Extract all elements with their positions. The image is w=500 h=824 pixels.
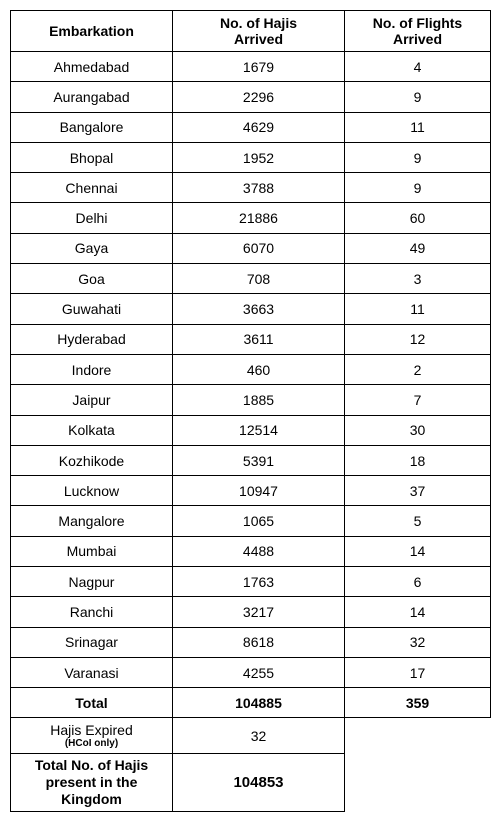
total-row bbox=[11, 688, 491, 718]
expired-note: (HCoI only) bbox=[64, 737, 119, 749]
expired-row bbox=[11, 718, 491, 754]
embarkation-cell: Delhi bbox=[11, 203, 173, 233]
table-row bbox=[11, 52, 491, 82]
header-embarkation: Embarkation bbox=[11, 11, 173, 52]
embarkation-cell: Aurangabad bbox=[11, 82, 173, 112]
hajis-arrival-table bbox=[10, 10, 491, 812]
table-row bbox=[11, 324, 491, 354]
embarkation-cell: Jaipur bbox=[11, 385, 173, 415]
total-hajis: 104885 bbox=[173, 688, 345, 718]
flights-cell: 32 bbox=[345, 627, 491, 657]
table-row bbox=[11, 385, 491, 415]
embarkation-cell: Gaya bbox=[11, 233, 173, 263]
hajis-cell: 1065 bbox=[173, 506, 345, 536]
embarkation-cell: Hyderabad bbox=[11, 324, 173, 354]
embarkation-cell: Goa bbox=[11, 264, 173, 294]
empty-cell bbox=[345, 754, 491, 812]
hajis-cell: 1679 bbox=[173, 52, 345, 82]
hajis-cell: 10947 bbox=[173, 476, 345, 506]
present-label: Total No. of Hajis present in the Kingdom bbox=[11, 754, 173, 812]
embarkation-cell: Ahmedabad bbox=[11, 52, 173, 82]
expired-label: Hajis Expired bbox=[50, 721, 133, 738]
table-row bbox=[11, 627, 491, 657]
hajis-cell: 8618 bbox=[173, 627, 345, 657]
table-row bbox=[11, 173, 491, 203]
hajis-cell: 1952 bbox=[173, 142, 345, 172]
table-row bbox=[11, 506, 491, 536]
table-row bbox=[11, 142, 491, 172]
flights-cell: 14 bbox=[345, 536, 491, 566]
total-label: Total bbox=[11, 688, 173, 718]
expired-value: 32 bbox=[173, 718, 345, 754]
flights-cell: 9 bbox=[345, 142, 491, 172]
embarkation-cell: Ranchi bbox=[11, 597, 173, 627]
table-row bbox=[11, 203, 491, 233]
table-row bbox=[11, 294, 491, 324]
present-row bbox=[11, 754, 491, 812]
total-flights: 359 bbox=[345, 688, 491, 718]
embarkation-cell: Lucknow bbox=[11, 476, 173, 506]
empty-cell bbox=[345, 718, 491, 754]
embarkation-cell: Kolkata bbox=[11, 415, 173, 445]
embarkation-cell: Chennai bbox=[11, 173, 173, 203]
flights-cell: 37 bbox=[345, 476, 491, 506]
flights-cell: 12 bbox=[345, 324, 491, 354]
table-row bbox=[11, 567, 491, 597]
hajis-cell: 6070 bbox=[173, 233, 345, 263]
hajis-cell: 5391 bbox=[173, 445, 345, 475]
embarkation-cell: Mangalore bbox=[11, 506, 173, 536]
table-row bbox=[11, 415, 491, 445]
hajis-cell: 4255 bbox=[173, 657, 345, 687]
flights-cell: 30 bbox=[345, 415, 491, 445]
header-flights-arrived: No. of Flights Arrived bbox=[345, 11, 491, 52]
embarkation-cell: Varanasi bbox=[11, 657, 173, 687]
table-body bbox=[11, 52, 491, 688]
header-row bbox=[11, 11, 491, 52]
flights-cell: 11 bbox=[345, 294, 491, 324]
embarkation-cell: Bhopal bbox=[11, 142, 173, 172]
hajis-cell: 1885 bbox=[173, 385, 345, 415]
flights-cell: 49 bbox=[345, 233, 491, 263]
embarkation-cell: Nagpur bbox=[11, 567, 173, 597]
flights-cell: 7 bbox=[345, 385, 491, 415]
flights-cell: 4 bbox=[345, 52, 491, 82]
table-row bbox=[11, 536, 491, 566]
header-hajis-arrived: No. of Hajis Arrived bbox=[173, 11, 345, 52]
hajis-cell: 2296 bbox=[173, 82, 345, 112]
table-row bbox=[11, 476, 491, 506]
hajis-cell: 1763 bbox=[173, 567, 345, 597]
hajis-cell: 708 bbox=[173, 264, 345, 294]
table-row bbox=[11, 82, 491, 112]
flights-cell: 9 bbox=[345, 82, 491, 112]
flights-cell: 17 bbox=[345, 657, 491, 687]
embarkation-cell: Guwahati bbox=[11, 294, 173, 324]
hajis-cell: 3788 bbox=[173, 173, 345, 203]
hajis-cell: 3611 bbox=[173, 324, 345, 354]
embarkation-cell: Bangalore bbox=[11, 112, 173, 142]
embarkation-cell: Indore bbox=[11, 354, 173, 384]
flights-cell: 6 bbox=[345, 567, 491, 597]
flights-cell: 60 bbox=[345, 203, 491, 233]
table-row bbox=[11, 597, 491, 627]
embarkation-cell: Mumbai bbox=[11, 536, 173, 566]
flights-cell: 9 bbox=[345, 173, 491, 203]
hajis-cell: 3663 bbox=[173, 294, 345, 324]
flights-cell: 5 bbox=[345, 506, 491, 536]
table-row bbox=[11, 657, 491, 687]
present-value: 104853 bbox=[173, 754, 345, 812]
hajis-cell: 21886 bbox=[173, 203, 345, 233]
table-row bbox=[11, 233, 491, 263]
table-row bbox=[11, 264, 491, 294]
flights-cell: 3 bbox=[345, 264, 491, 294]
embarkation-cell: Srinagar bbox=[11, 627, 173, 657]
table-row bbox=[11, 354, 491, 384]
hajis-cell: 12514 bbox=[173, 415, 345, 445]
flights-cell: 18 bbox=[345, 445, 491, 475]
hajis-cell: 460 bbox=[173, 354, 345, 384]
hajis-cell: 4629 bbox=[173, 112, 345, 142]
table-row bbox=[11, 445, 491, 475]
flights-cell: 14 bbox=[345, 597, 491, 627]
embarkation-cell: Kozhikode bbox=[11, 445, 173, 475]
flights-cell: 11 bbox=[345, 112, 491, 142]
expired-label-cell bbox=[11, 718, 173, 754]
flights-cell: 2 bbox=[345, 354, 491, 384]
table-row bbox=[11, 112, 491, 142]
hajis-cell: 4488 bbox=[173, 536, 345, 566]
hajis-cell: 3217 bbox=[173, 597, 345, 627]
